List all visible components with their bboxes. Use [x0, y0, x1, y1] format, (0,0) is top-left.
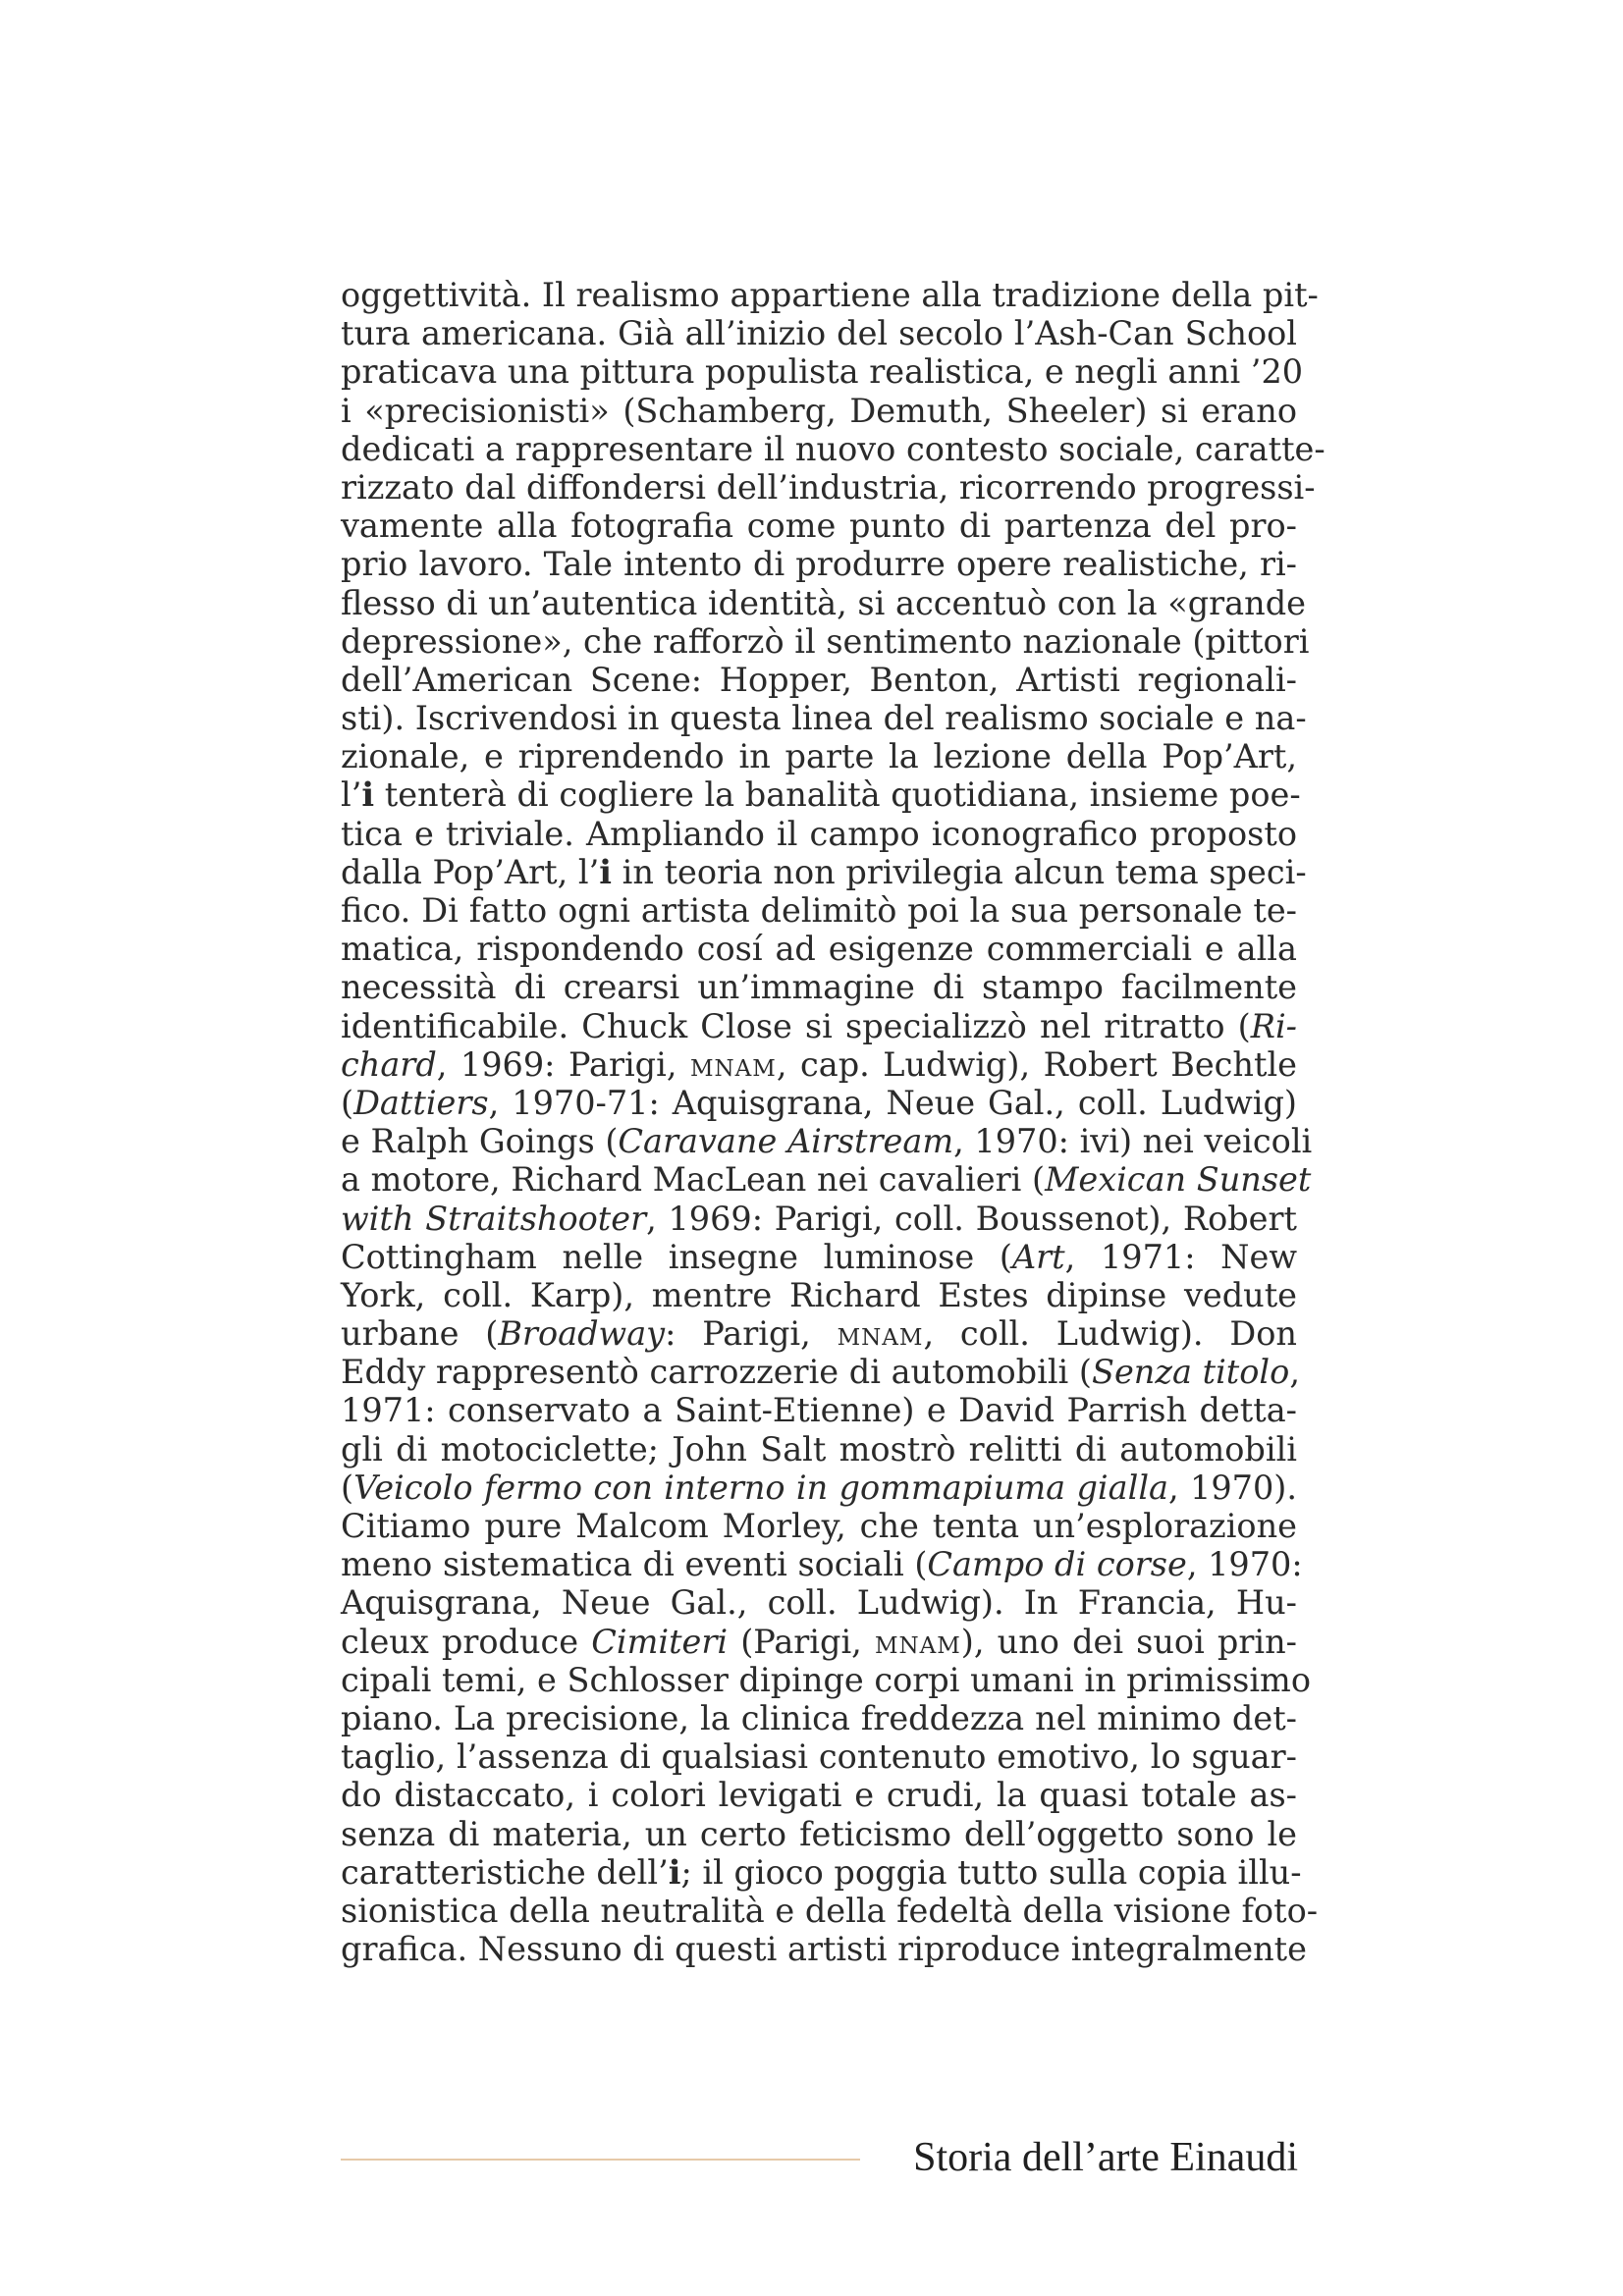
- text-line: fico. Di fatto ogni artista delimitò poi la sua personale te-: [341, 891, 1297, 930]
- text-line: a motore, Richard MacLean nei cavalieri (Mexican Sunset: [341, 1160, 1312, 1200]
- text-line: caratteristiche dell’i; il gioco poggia tutto sulla copia illu-: [341, 1852, 1302, 1892]
- text-line: do distaccato, i colori levigati e crudi, la quasi totale as-: [341, 1776, 1297, 1815]
- text-line: matica, rispondendo cosí ad esigenze commerciali e alla: [341, 930, 1297, 969]
- text-line: 1971: conservato a Saint-Etienne) e David Parrish detta-: [341, 1391, 1297, 1430]
- text-line: Eddy rappresentò carrozzerie di automobili (Senza titolo,: [341, 1353, 1300, 1392]
- text-line: gli di motociclette; John Salt mostrò relitti di automobili: [341, 1429, 1297, 1468]
- text-line: sionistica della neutralità e della fedeltà della visione foto-: [341, 1891, 1319, 1930]
- text-line: Citiamo pure Malcom Morley, che tenta un’esplorazione: [341, 1507, 1297, 1545]
- text-line: with Straitshooter, 1969: Parigi, coll. Boussenot), Robert: [341, 1199, 1297, 1238]
- text-line: flesso di un’autentica identità, si accentuò con la «grande: [341, 583, 1306, 622]
- text-line: oggettività. Il realismo appartiene alla tradizione della pit-: [341, 276, 1319, 314]
- footer-rule: [341, 2159, 860, 2161]
- text-line: dedicati a rappresentare il nuovo contesto sociale, caratte-: [341, 429, 1325, 468]
- text-line: sti). Iscrivendosi in questa linea del realismo sociale e na-: [341, 699, 1307, 738]
- text-line: meno sistematica di eventi sociali (Campo di corse, 1970:: [341, 1545, 1303, 1584]
- text-line: zionale, e riprendendo in parte la lezione della Pop’Art,: [341, 737, 1297, 776]
- text-line: prio lavoro. Tale intento di produrre opere realistiche, ri-: [341, 545, 1297, 584]
- text-line: cipali temi, e Schlosser dipinge corpi umani in primissimo: [341, 1660, 1311, 1699]
- text-line: l’i tenterà di cogliere la banalità quotidiana, insieme poe-: [341, 775, 1301, 815]
- text-line: senza di materia, un certo feticismo dell’oggetto sono le: [341, 1814, 1297, 1853]
- text-line: vamente alla fotografia come punto di partenza del pro-: [341, 507, 1297, 546]
- text-line: necessità di crearsi un’immagine di stampo facilmente: [341, 968, 1297, 1007]
- body-text: [341, 276, 1325, 1969]
- footer-title: Storia dell’arte Einaudi: [913, 2135, 1298, 2180]
- text-line: grafica. Nessuno di questi artisti riproduce integralmente: [341, 1930, 1307, 1969]
- text-line: tura americana. Già all’inizio del secolo l’Ash-Can School: [341, 314, 1297, 353]
- text-line: Aquisgrana, Neue Gal., coll. Ludwig). In Francia, Hu-: [341, 1583, 1297, 1623]
- text-line: rizzato dal diffondersi dell’industria, ricorrendo progressi-: [341, 467, 1316, 507]
- text-line: Cottingham nelle insegne luminose (Art, 1971: New: [341, 1237, 1297, 1276]
- text-line: urbane (Broadway: Parigi, mnam, coll. Ludwig). Don: [341, 1314, 1297, 1354]
- text-line: identificabile. Chuck Close si specializzò nel ritratto (Ri-: [341, 1006, 1297, 1045]
- text-line: dalla Pop’Art, l’i in teoria non privilegia alcun tema speci-: [341, 852, 1307, 891]
- text-line: i «precisionisti» (Schamberg, Demuth, Sheeler) si erano: [341, 391, 1297, 430]
- text-line: depressione», che rafforzò il sentimento nazionale (pittori: [341, 621, 1310, 661]
- text-line: taglio, l’assenza di qualsiasi contenuto emotivo, lo sguar-: [341, 1737, 1297, 1777]
- text-line: praticava una pittura populista realistica, e negli anni ’20: [341, 352, 1304, 392]
- text-line: (Veicolo fermo con interno in gommapiuma gialla, 1970).: [341, 1468, 1297, 1507]
- text-line: York, coll. Karp), mentre Richard Estes dipinse vedute: [341, 1275, 1297, 1314]
- text-line: cleux produce Cimiteri (Parigi, mnam), uno dei suoi prin-: [341, 1622, 1297, 1661]
- text-line: (Dattiers, 1970-71: Aquisgrana, Neue Gal., coll. Ludwig): [341, 1083, 1297, 1122]
- text-line: e Ralph Goings (Caravane Airstream, 1970: ivi) nei veicoli: [341, 1122, 1313, 1161]
- text-line: piano. La precisione, la clinica freddezza nel minimo det-: [341, 1698, 1297, 1737]
- text-line: chard, 1969: Parigi, mnam, cap. Ludwig), Robert Bechtle: [341, 1044, 1297, 1084]
- text-line: tica e triviale. Ampliando il campo iconografico proposto: [341, 814, 1297, 853]
- text-line: dell’American Scene: Hopper, Benton, Artisti regionali-: [341, 660, 1297, 699]
